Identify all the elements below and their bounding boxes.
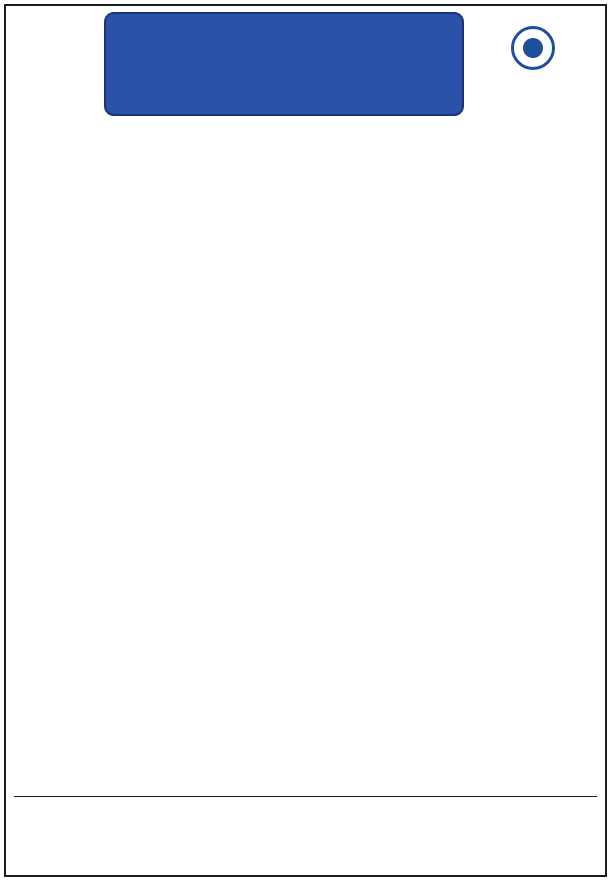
body-line: [14, 560, 597, 577]
body-line: [14, 197, 597, 214]
tender-notice-page: [4, 4, 607, 877]
organization-emblem-icon: [511, 26, 555, 70]
round-label: [20, 54, 96, 80]
title-line-2: [116, 50, 452, 78]
body-line: [14, 336, 597, 353]
notice-header: [12, 12, 599, 122]
body-line: [14, 145, 597, 162]
notice-body: [14, 128, 597, 790]
body-line: [14, 526, 597, 543]
body-line: [14, 699, 597, 716]
body-line: [14, 284, 597, 301]
body-line: [14, 387, 597, 404]
body-line: [14, 422, 597, 439]
body-line: [14, 682, 597, 699]
body-line: [14, 180, 597, 197]
body-line: [14, 163, 597, 180]
body-line: [14, 405, 597, 422]
title-banner: [104, 12, 464, 116]
body-line: [14, 474, 597, 491]
body-line: [14, 612, 597, 629]
body-line: [14, 578, 597, 595]
body-line: [14, 128, 597, 145]
body-line: [14, 751, 597, 768]
body-line: [14, 439, 597, 456]
signature-block: [18, 805, 268, 863]
body-line: [14, 664, 597, 681]
ad-number-box: [403, 805, 593, 863]
notice-footer: [14, 796, 597, 871]
body-line: [14, 370, 597, 387]
body-line: [14, 214, 597, 231]
title-line-1: [116, 22, 452, 50]
body-line: [14, 716, 597, 733]
logo-caption-2: [475, 88, 593, 98]
body-line: [14, 232, 597, 249]
body-line: [14, 318, 597, 335]
organization-logo: [475, 26, 593, 112]
signature-line-2: [18, 834, 268, 863]
body-line: [14, 630, 597, 647]
body-line: [14, 457, 597, 474]
body-line: [14, 266, 597, 283]
body-line: [14, 647, 597, 664]
body-line: [14, 595, 597, 612]
title-line-3: [116, 78, 452, 106]
body-line: [14, 509, 597, 526]
body-line: [14, 543, 597, 560]
body-line: [14, 249, 597, 266]
ad-number-line-1: [403, 805, 593, 834]
ad-number-line-2: [403, 834, 593, 863]
signature-line-1: [18, 805, 268, 834]
body-line: [14, 301, 597, 318]
body-line: [14, 353, 597, 370]
body-line: [14, 768, 597, 785]
body-line: [14, 491, 597, 508]
logo-caption-1: [475, 76, 593, 86]
body-line: [14, 733, 597, 750]
